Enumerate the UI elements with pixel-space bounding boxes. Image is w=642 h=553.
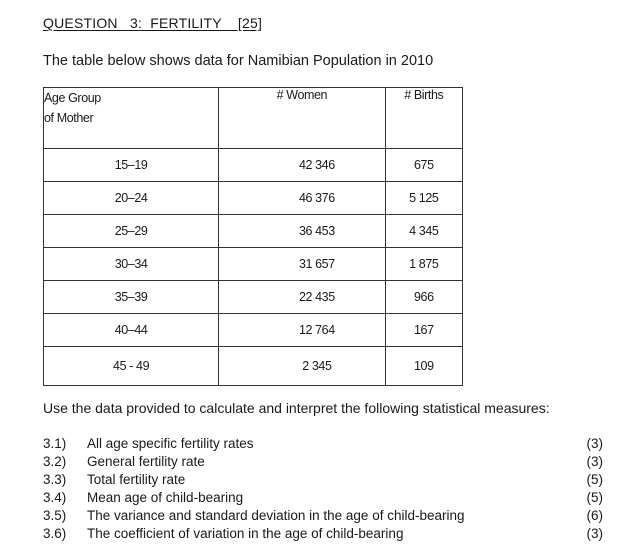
- births-cell: 109: [385, 347, 462, 386]
- births-cell: 675: [385, 149, 462, 182]
- table-row: [44, 314, 463, 347]
- women-cell: 46 376: [219, 182, 385, 215]
- subquestion-item: [43, 453, 603, 471]
- women-cell: 2 345: [219, 347, 385, 386]
- subquestion-number: 3.4): [43, 490, 67, 505]
- subquestion-marks: (5): [586, 472, 603, 487]
- table-row: [44, 149, 463, 182]
- births-cell: 966: [385, 281, 462, 314]
- age-cell: 20–24: [44, 182, 219, 215]
- age-cell: 15–19: [44, 149, 219, 182]
- table-row: [44, 281, 463, 314]
- header-age-group: [44, 88, 219, 149]
- subquestion-marks: (3): [586, 454, 603, 469]
- subquestion-number: 3.5): [43, 508, 67, 523]
- fertility-data-table: [43, 87, 463, 386]
- subquestion-item: [43, 471, 603, 489]
- subquestion-item: [43, 507, 603, 525]
- header-age-line2: of Mother: [44, 111, 94, 125]
- women-cell: 22 435: [219, 281, 385, 314]
- women-cell: 31 657: [219, 248, 385, 281]
- subquestion-marks: (3): [586, 436, 603, 451]
- subquestion-list: [43, 435, 603, 543]
- table-row: [44, 182, 463, 215]
- subquestion-text: The variance and standard deviation in the age of child-bearing: [87, 508, 465, 523]
- age-cell: 30–34: [44, 248, 219, 281]
- subquestion-item: [43, 435, 603, 453]
- table-row: [44, 248, 463, 281]
- age-cell: 25–29: [44, 215, 219, 248]
- women-cell: 36 453: [219, 215, 385, 248]
- subquestion-text: General fertility rate: [87, 454, 205, 469]
- subquestion-number: 3.2): [43, 454, 67, 469]
- header-births: # Births: [385, 88, 462, 149]
- births-cell: 1 875: [385, 248, 462, 281]
- subquestion-number: 3.6): [43, 526, 67, 541]
- births-cell: 167: [385, 314, 462, 347]
- instruction-text: Use the data provided to calculate and interpret the following statistical measures:: [43, 400, 550, 416]
- age-cell: 40–44: [44, 314, 219, 347]
- subquestion-text: Total fertility rate: [87, 472, 186, 487]
- table-intro: The table below shows data for Namibian Population in 2010: [43, 53, 434, 69]
- subquestion-text: The coefficient of variation in the age of child-bearing: [87, 526, 404, 541]
- subquestion-text: Mean age of child-bearing: [87, 490, 244, 505]
- women-cell: 12 764: [219, 314, 385, 347]
- subquestion-number: 3.3): [43, 472, 67, 487]
- subquestion-text: All age specific fertility rates: [87, 436, 254, 451]
- births-cell: 5 125: [385, 182, 462, 215]
- subquestion-marks: (5): [586, 490, 603, 505]
- subquestion-item: [43, 489, 603, 507]
- header-age-line1: Age Group: [44, 91, 101, 105]
- births-cell: 4 345: [385, 215, 462, 248]
- age-cell: 45 - 49: [44, 347, 219, 386]
- age-cell: 35–39: [44, 281, 219, 314]
- table-header-row: [44, 88, 463, 149]
- subquestion-item: [43, 525, 603, 543]
- subquestion-marks: (6): [586, 508, 603, 523]
- table-row: [44, 347, 463, 386]
- subquestion-marks: (3): [586, 526, 603, 541]
- women-cell: 42 346: [219, 149, 385, 182]
- header-women: # Women: [219, 88, 385, 149]
- subquestion-number: 3.1): [43, 436, 67, 451]
- question-heading: QUESTION 3: FERTILITY [25]: [43, 15, 263, 31]
- table-row: [44, 215, 463, 248]
